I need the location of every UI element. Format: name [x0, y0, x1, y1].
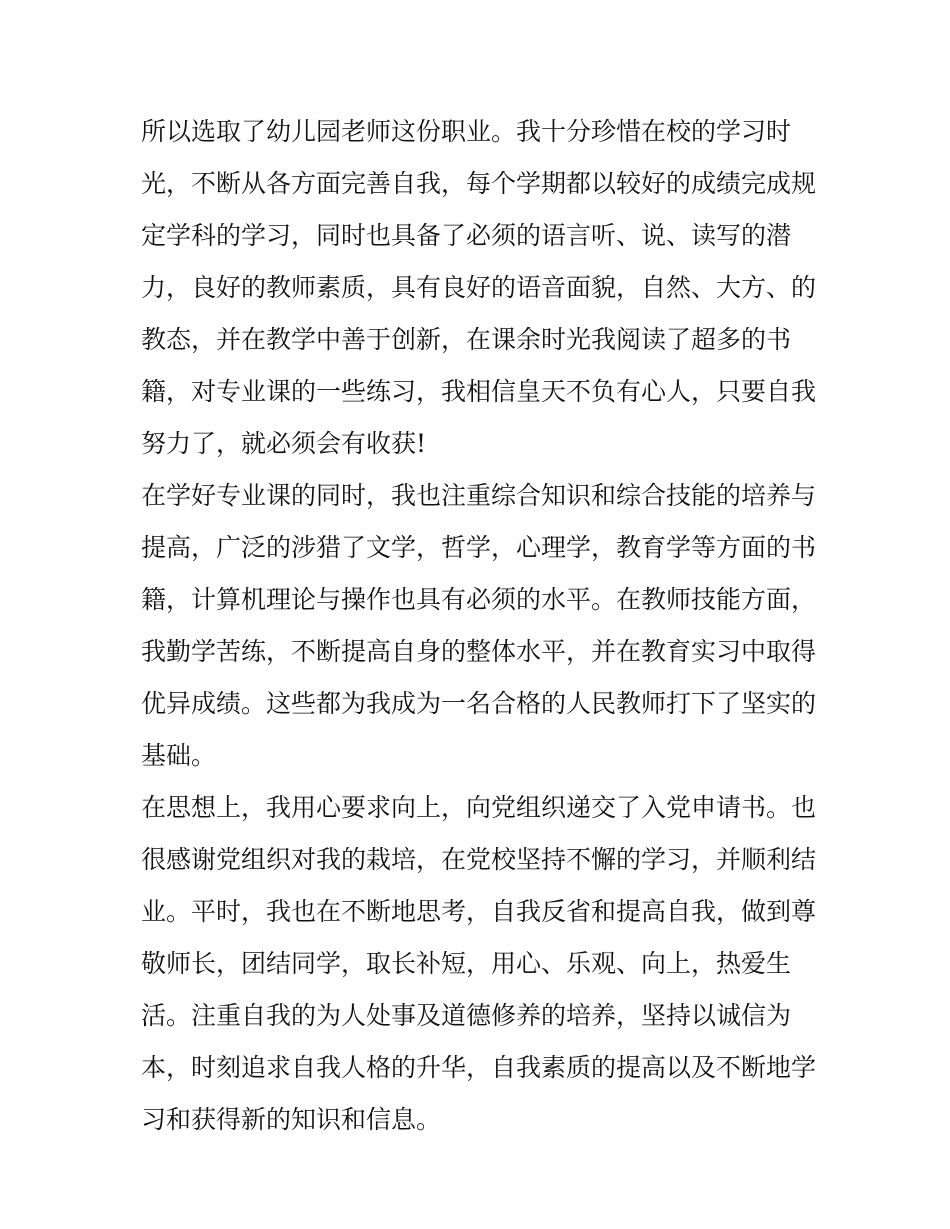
text-line: 习和获得新的知识和信息。 [141, 1105, 442, 1134]
text-line: 基础。 [141, 741, 217, 770]
text-line: 所以选取了幼儿园老师这份职业。我十分珍惜在校的学习时 [141, 117, 792, 146]
paragraph-skills [141, 470, 821, 782]
text-line: 优异成绩。这些都为我成为一名合格的人民教师打下了坚实的 [141, 689, 817, 718]
text-line: 在学好专业课的同时，我也注重综合知识和综合技能的培养与 [141, 481, 817, 510]
paragraph-career-choice [141, 106, 821, 470]
text-line: 敬师长，团结同学，取长补短，用心、乐观、向上，热爱生 [141, 949, 792, 978]
text-line: 我勤学苦练，不断提高自身的整体水平，并在教育实习中取得 [141, 637, 817, 666]
text-line: 业。平时，我也在不断地思考，自我反省和提高自我，做到尊 [141, 897, 817, 926]
text-line: 定学科的学习，同时也具备了必须的语言听、说、读写的潜 [141, 221, 792, 250]
document-body [141, 106, 821, 1146]
text-line: 教态，并在教学中善于创新，在课余时光我阅读了超多的书 [141, 325, 792, 354]
text-line: 努力了，就必须会有收获! [141, 429, 427, 458]
text-line: 很感谢党组织对我的栽培，在党校坚持不懈的学习，并顺利结 [141, 845, 817, 874]
text-line: 籍，对专业课的一些练习，我相信皇天不负有心人，只要自我 [141, 377, 817, 406]
text-line: 提高，广泛的涉猎了文学，哲学，心理学，教育学等方面的书 [141, 533, 817, 562]
text-line: 活。注重自我的为人处事及道德修养的培养，坚持以诚信为 [141, 1001, 792, 1030]
text-line: 光，不断从各方面完善自我，每个学期都以较好的成绩完成规 [141, 169, 817, 198]
text-line: 在思想上，我用心要求向上，向党组织递交了入党申请书。也 [141, 793, 817, 822]
text-line: 籍，计算机理论与操作也具有必须的水平。在教师技能方面， [141, 585, 817, 614]
text-line: 力，良好的教师素质，具有良好的语音面貌，自然、大方、的 [141, 273, 817, 302]
text-line: 本，时刻追求自我人格的升华，自我素质的提高以及不断地学 [141, 1053, 817, 1082]
paragraph-ideology [141, 782, 821, 1146]
